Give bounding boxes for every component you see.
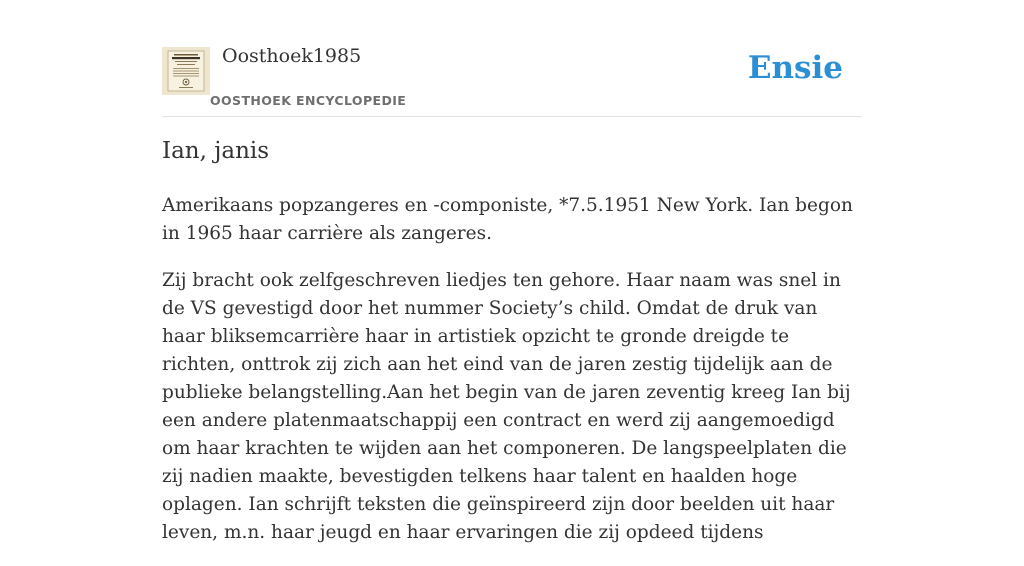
article-title: Ian, janis (162, 138, 270, 164)
source-label[interactable]: OOSTHOEK ENCYCLOPEDIE (210, 93, 407, 108)
article-body (162, 192, 862, 566)
header (162, 44, 862, 117)
avatar[interactable] (162, 47, 210, 95)
ensie-logo[interactable]: Ensie (747, 50, 843, 86)
username[interactable]: Oosthoek1985 (222, 45, 362, 67)
encyclopedia-title-page-icon (162, 47, 210, 95)
article-paragraph: Zij bracht ook zelfgeschreven liedjes ten gehore. Haar naam was snel in de VS gevestigd door het nummer Society’s child. Omdat de druk van haar bliksemcarrière haar in artistiek opzicht te gronde dreigde te richten, onttrok zij zich aan het eind van de jaren zestig tijdelijk aan de publieke belangstelling.Aan het begin van de jaren zeventig kreeg Ian bij een andere platenmaatschappij een contract en werd zij aangemoedigd om haar krachten te wijden aan het componeren. De langspeelplaten die zij nadien maakte, bevestigden telkens haar talent en haalden hoge oplagen. Ian schrijft teksten die geïnspireerd zijn door beelden uit haar leven, m.n. haar jeugd en haar ervaringen die zij opdeed tijdens (162, 270, 851, 543)
article-paragraph: Amerikaans popzangeres en -componiste, *7.5.1951 New York. Ian begon in 1965 haar carrière als zangeres. (162, 195, 853, 244)
